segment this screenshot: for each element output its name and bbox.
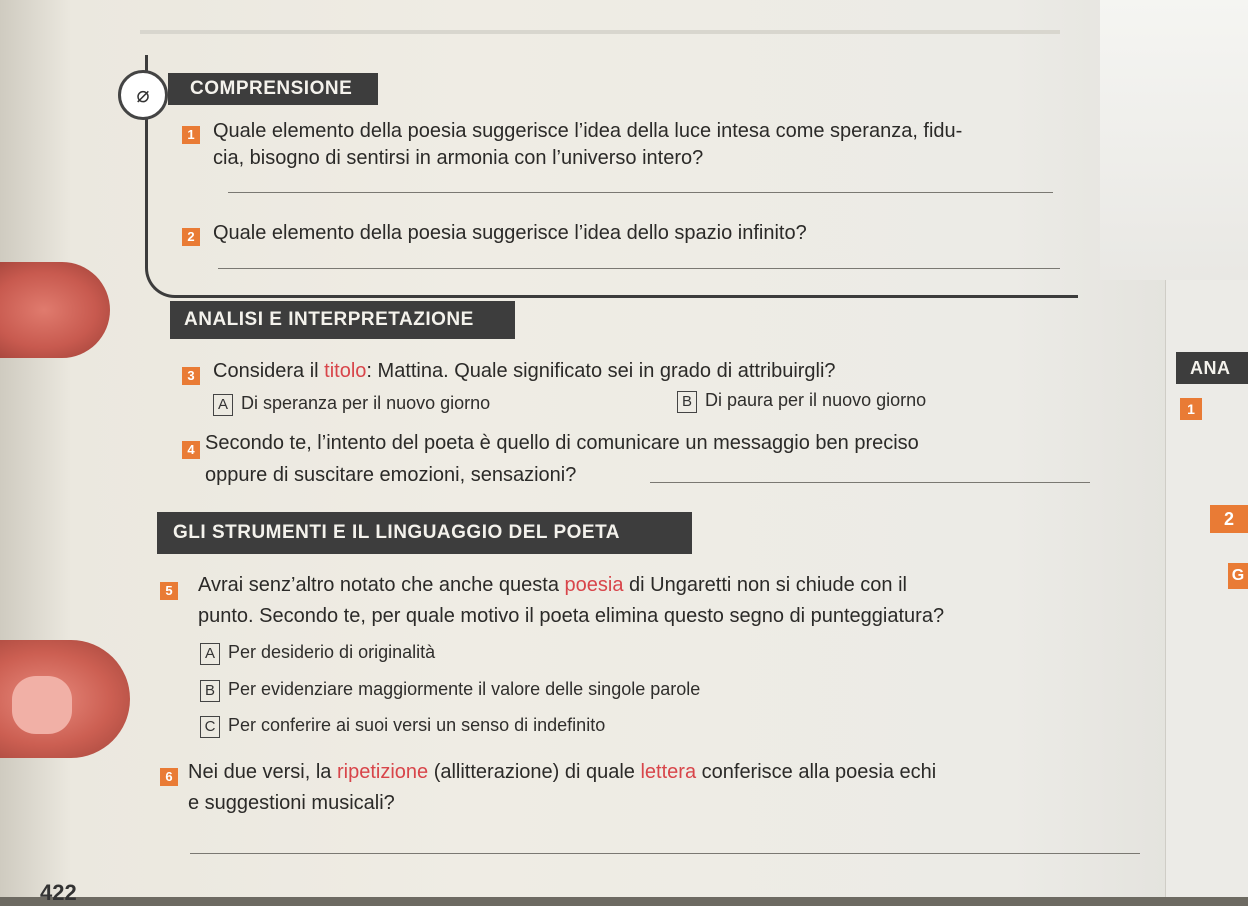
question-2-number: 2 [182,228,200,246]
question-5-option-a[interactable] [200,642,435,665]
option-b-text: Per evidenziare maggiormente il valore delle singole parole [228,679,701,699]
question-3-number: 3 [182,367,200,385]
question-4-number: 4 [182,441,200,459]
right-page-top [1100,0,1248,280]
option-b-text: Di paura per il nuovo giorno [705,390,927,410]
question-6-line2: e suggestioni musicali? [188,792,395,814]
question-3-prefix: Considera il [213,360,325,382]
question-3-option-b[interactable] [677,390,926,413]
section-analisi: ANALISI E INTERPRETAZIONE [170,301,515,339]
question-1-line2: cia, bisogno di sentirsi in armonia con l’universo intero? [213,147,704,169]
question-5-mid: di Ungaretti non si chiude con il [623,574,907,596]
answer-line-4[interactable] [650,482,1090,483]
question-5-option-b[interactable] [200,679,700,702]
question-3-text [213,358,836,384]
question-6-suffix: conferisce alla poesia echi [696,761,937,783]
question-5-line2: punto. Secondo te, per quale motivo il poeta elimina questo segno di punteggiatura? [198,605,945,627]
question-3-suffix: : Mattina. Quale significato sei in grado di attribuirgli? [366,360,836,382]
option-a-text: Per desiderio di originalità [228,642,436,662]
question-5-prefix: Avrai senz’altro notato che anche questa [198,574,565,596]
question-5-number: 5 [160,582,178,600]
question-6-red-2: lettera [640,761,697,783]
question-5-option-c[interactable] [200,715,605,738]
option-c-text: Per conferire ai suoi versi un senso di indefinito [228,715,606,735]
question-4-line1: Secondo te, l’intento del poeta è quello di comunicare un messaggio ben preciso [205,432,919,454]
question-3-red-word: titolo [324,360,367,382]
top-shade [140,30,1060,58]
question-6-prefix: Nei due versi, la [188,761,337,783]
question-1-number: 1 [182,126,200,144]
right-tab-3: G [1228,563,1248,589]
section-comprensione: COMPRENSIONE [168,73,378,105]
question-6-mid: (allitterazione) di quale [428,761,641,783]
right-page [1165,280,1248,897]
question-3-option-a[interactable] [213,393,490,416]
option-a-box[interactable]: A [200,643,220,665]
option-a-box[interactable]: A [213,394,233,416]
right-tab-2: 2 [1210,505,1248,533]
question-5-line1 [198,572,907,598]
question-4-line2: oppure di suscitare emozioni, sensazioni? [205,464,577,486]
comprehension-icon: ⌀ [118,70,168,120]
option-b-box[interactable]: B [200,680,220,702]
answer-line-2[interactable] [218,268,1060,269]
question-1-line1: Quale elemento della poesia suggerisce l’idea della luce intesa come speranza, fidu- [213,120,963,142]
right-tab-1: 1 [1180,398,1202,420]
thumb-top [0,262,110,358]
right-heading: ANA [1176,352,1248,384]
option-c-box[interactable]: C [200,716,220,738]
question-6-line1 [188,759,936,785]
question-6-number: 6 [160,768,178,786]
thumbnail [12,676,72,734]
question-2-text: Quale elemento della poesia suggerisce l’idea dello spazio infinito? [213,222,807,244]
question-5-red-word: poesia [564,574,624,596]
option-a-text: Di speranza per il nuovo giorno [241,393,491,413]
question-6-red-1: ripetizione [336,761,429,783]
page-number: 422 [40,880,77,905]
answer-line-6[interactable] [190,853,1140,854]
answer-line-1[interactable] [228,192,1053,193]
option-b-box[interactable]: B [677,391,697,413]
section-strumenti: GLI STRUMENTI E IL LINGUAGGIO DEL POETA [157,512,692,554]
